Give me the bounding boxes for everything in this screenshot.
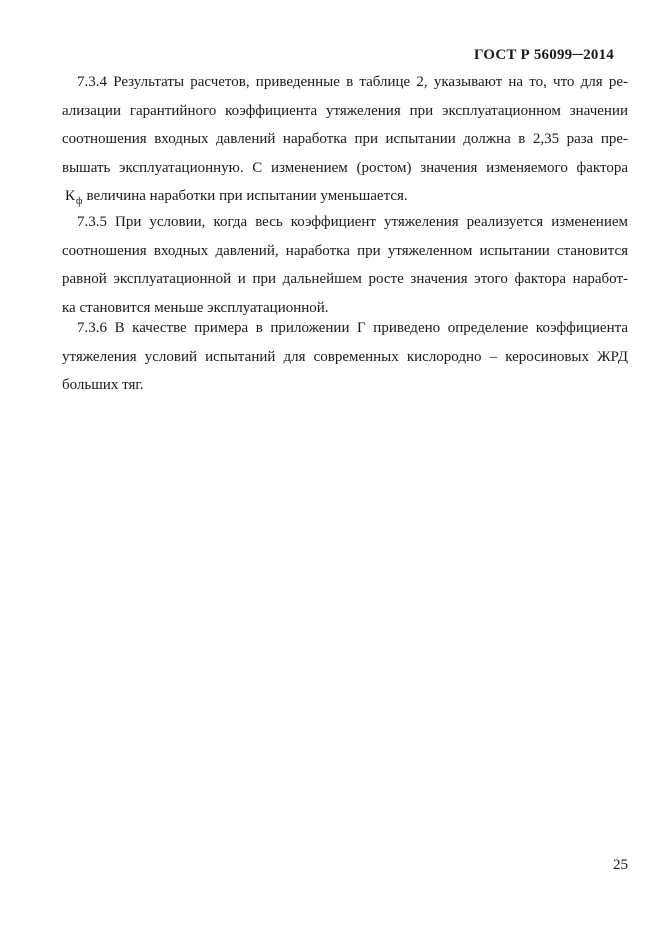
paragraph-line: больших тяг. — [62, 377, 144, 393]
factor-subscript: ф — [76, 196, 83, 207]
paragraph-line: вышать эксплуатационную. С изменением (ростом) значения изменяемого фактора — [62, 159, 628, 176]
paragraph-line: 7.3.4 Результаты расчетов, приведенные в таблице 2, указывают на то, что для ре- — [77, 74, 628, 90]
paragraph-line: ализации гарантийного коэффициента утяжеления при эксплуатационном значении — [62, 102, 628, 119]
paragraph-7-3-6 — [62, 314, 628, 400]
paragraph-line-text: величина наработки при испытании уменьшается. — [86, 188, 408, 204]
factor-letter: К — [65, 188, 76, 204]
paragraph-line: 7.3.5 При условии, когда весь коэффициент утяжеления реализуется изменением — [77, 214, 628, 230]
paragraph-line: соотношения входных давлений наработка при испытании должна в 2,35 раза пре- — [62, 131, 628, 147]
paragraph-line: 7.3.6 В качестве примера в приложении Г приведено определение коэффициента — [77, 320, 628, 336]
document-header: ГОСТ Р 56099─2014 — [473, 47, 614, 63]
page-number: 25 — [613, 857, 628, 873]
paragraph-line: соотношения входных давлений, наработка при утяжеленном испытании становится — [62, 242, 628, 259]
paragraph-7-3-5 — [62, 208, 628, 322]
paragraph-line: равной эксплуатационной и при дальнейшем росте значения этого фактора наработ- — [62, 271, 628, 287]
paragraph-line: ка становится меньше эксплуатационной. — [62, 299, 329, 316]
paragraph-7-3-4 — [62, 68, 628, 217]
paragraph-line: утяжеления условий испытаний для современных кислородно – керосиновых ЖРД — [62, 348, 628, 365]
